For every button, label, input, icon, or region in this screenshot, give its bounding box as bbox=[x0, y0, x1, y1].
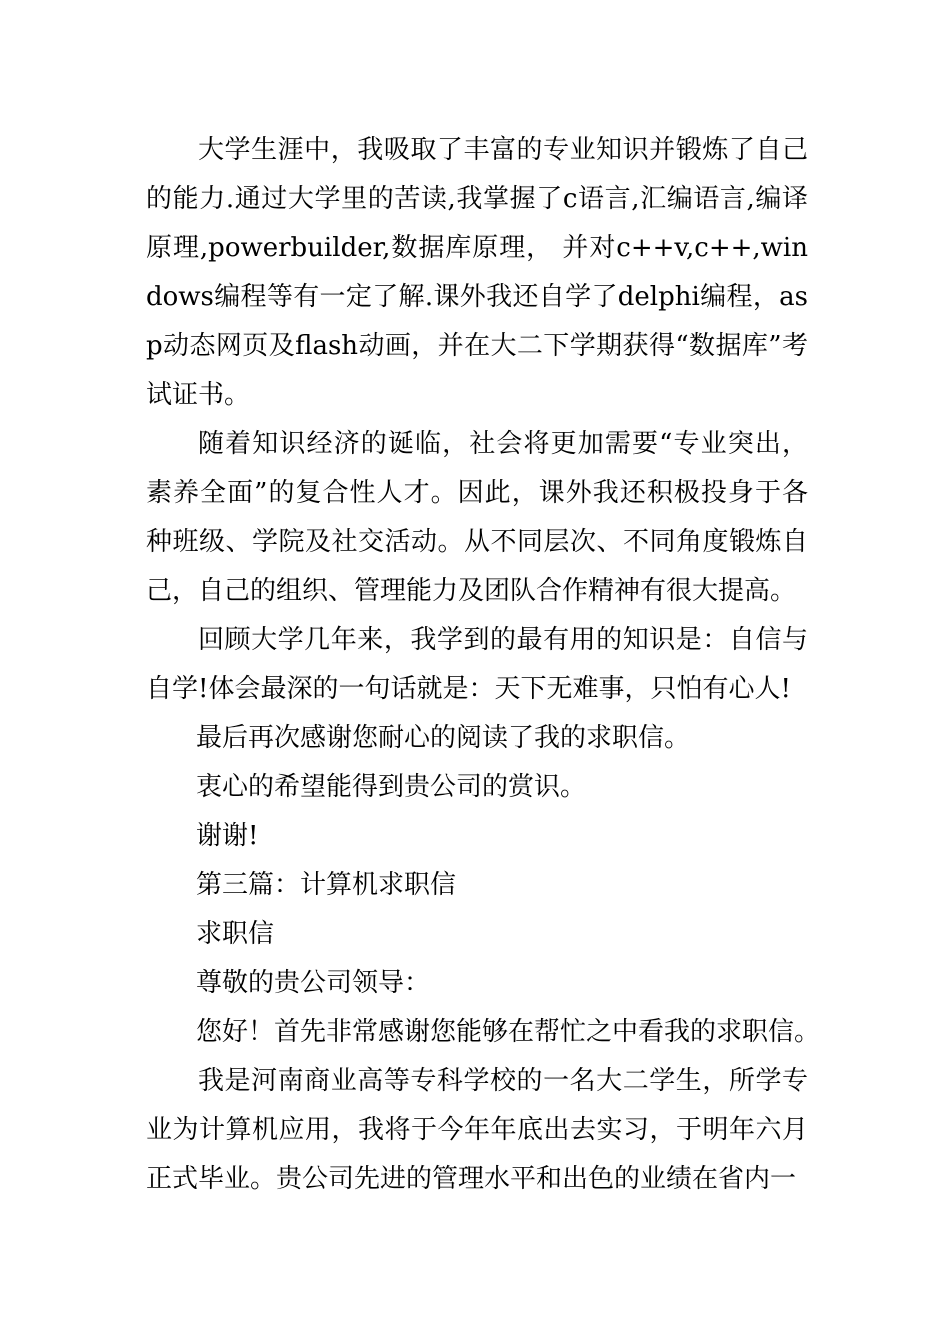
paragraph-activities: 随着知识经济的诞临，社会将更加需要“专业突出，素养全面”的复合性人才。因此，课外我还积极投身于各种班级、学院及社交活动。从不同层次、不同角度锻炼自己，自己的组织、管理能力及团队合作精神有很大提高。 bbox=[146, 429, 808, 606]
greeting: 您好！首先非常感谢您能够在帮忙之中看我的求职信。 bbox=[196, 1017, 821, 1047]
section-heading: 第三篇：计算机求职信 bbox=[196, 870, 457, 900]
line-thank-you: 谢谢! bbox=[196, 821, 259, 851]
letter-title: 求职信 bbox=[196, 919, 275, 949]
salutation: 尊敬的贵公司领导： bbox=[196, 968, 431, 998]
line-thanks-reading: 最后再次感谢您耐心的阅读了我的求职信。 bbox=[196, 723, 691, 753]
document-page bbox=[146, 126, 821, 1204]
paragraph-reflection: 回顾大学几年来，我学到的最有用的知识是：自信与自学!体会最深的一句话就是：天下无难事，只怕有心人! bbox=[146, 625, 808, 704]
paragraph-education: 大学生涯中，我吸取了丰富的专业知识并锻炼了自己的能力.通过大学里的苦读,我掌握了c语言,汇编语言,编译原理,powerbuilder,数据库原理， 并对c++v,c++,windows编程等有一定了解.课外我还自学了delphi编程，asp动态网页及flash动画，并在大二下学期获得“数据库”考试证书。 bbox=[146, 135, 808, 410]
paragraph-introduction: 我是河南商业高等专科学校的一名大二学生，所学专业为计算机应用，我将于今年年底出去实习，于明年六月正式毕业。贵公司先进的管理水平和出色的业绩在省内一 bbox=[146, 1066, 808, 1194]
line-hope: 衷心的希望能得到贵公司的赏识。 bbox=[196, 772, 587, 802]
